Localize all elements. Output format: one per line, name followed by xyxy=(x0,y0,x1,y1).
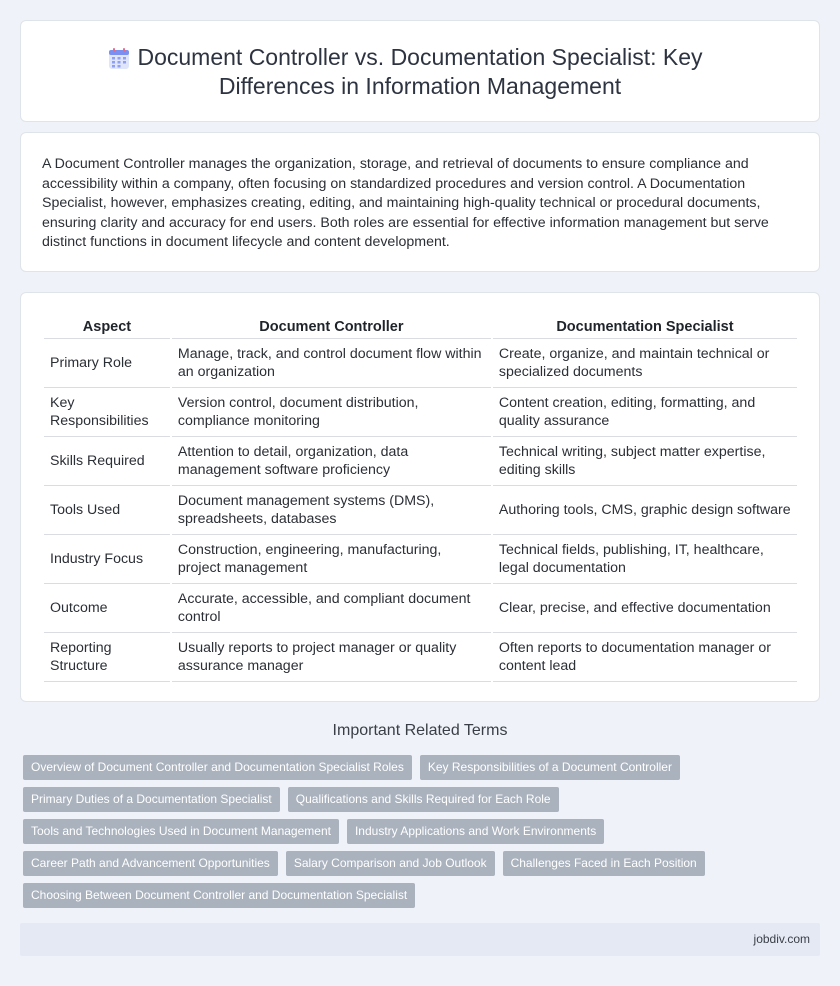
table-row xyxy=(44,339,797,388)
table-cell: Usually reports to project manager or quality assurance manager xyxy=(172,633,491,682)
table-cell: Create, organize, and maintain technical or specialized documents xyxy=(493,339,797,388)
table-cell: Outcome xyxy=(44,584,170,633)
related-term-link[interactable]: Choosing Between Document Controller and Documentation Specialist xyxy=(23,883,415,908)
table-cell: Document management systems (DMS), spreadsheets, databases xyxy=(172,486,491,535)
page-title-line-1: Document Controller vs. Documentation Specialist: Key xyxy=(137,44,703,70)
related-term-link[interactable]: Qualifications and Skills Required for Each Role xyxy=(288,787,559,812)
intro-card xyxy=(20,132,820,272)
related-terms-list xyxy=(23,755,783,908)
table-cell: Content creation, editing, formatting, and quality assurance xyxy=(493,388,797,437)
page-title-line-2: Differences in Information Management xyxy=(218,73,622,99)
footer-site-link[interactable]: jobdiv.com xyxy=(753,932,810,946)
related-terms-heading: Important Related Terms xyxy=(332,722,508,739)
table-cell: Construction, engineering, manufacturing, project management xyxy=(172,535,491,584)
table-cell: Technical writing, subject matter expertise, editing skills xyxy=(493,437,797,486)
comparison-card xyxy=(20,292,820,702)
related-term-link[interactable]: Salary Comparison and Job Outlook xyxy=(286,851,495,876)
related-term-link[interactable]: Career Path and Advancement Opportunities xyxy=(23,851,278,876)
table-cell: Reporting Structure xyxy=(44,633,170,682)
related-term-link[interactable]: Key Responsibilities of a Document Controller xyxy=(420,755,680,780)
table-row xyxy=(44,535,797,584)
column-header: Document Controller xyxy=(172,315,491,339)
related-term-link[interactable]: Industry Applications and Work Environments xyxy=(347,819,604,844)
table-cell: Version control, document distribution, compliance monitoring xyxy=(172,388,491,437)
table-cell: Key Responsibilities xyxy=(44,388,170,437)
table-cell: Often reports to documentation manager or content lead xyxy=(493,633,797,682)
related-term-link[interactable]: Primary Duties of a Documentation Specialist xyxy=(23,787,280,812)
header-card xyxy=(20,20,820,122)
table-cell: Industry Focus xyxy=(44,535,170,584)
table-cell: Manage, track, and control document flow within an organization xyxy=(172,339,491,388)
table-cell: Clear, precise, and effective documentation xyxy=(493,584,797,633)
page-title xyxy=(21,43,819,101)
table-cell: Attention to detail, organization, data management software proficiency xyxy=(172,437,491,486)
column-header: Aspect xyxy=(44,315,170,339)
table-row xyxy=(44,486,797,535)
related-term-link[interactable]: Tools and Technologies Used in Document Management xyxy=(23,819,339,844)
table-row xyxy=(44,388,797,437)
table-row xyxy=(44,633,797,682)
table-cell: Tools Used xyxy=(44,486,170,535)
table-cell: Primary Role xyxy=(44,339,170,388)
table-row xyxy=(44,437,797,486)
table-header-row xyxy=(44,315,797,339)
comparison-table xyxy=(42,315,799,682)
table-cell: Authoring tools, CMS, graphic design software xyxy=(493,486,797,535)
intro-paragraph: A Document Controller manages the organization, storage, and retrieval of documents to ensure compliance and accessibility within a company, often focusing on standardized procedures and version control. A Documentation Specialist, however, emphasizes creating, editing, and maintaining high-quality technical or procedural documents, ensuring clarity and accuracy for end users. Both roles are essential for effective information management but serve distinct functions in document lifecycle and content development. xyxy=(42,156,769,251)
table-cell: Technical fields, publishing, IT, healthcare, legal documentation xyxy=(493,535,797,584)
table-cell: Accurate, accessible, and compliant document control xyxy=(172,584,491,633)
table-row xyxy=(44,584,797,633)
footer xyxy=(20,923,820,956)
column-header: Documentation Specialist xyxy=(493,315,797,339)
related-term-link[interactable]: Challenges Faced in Each Position xyxy=(503,851,705,876)
table-cell: Skills Required xyxy=(44,437,170,486)
related-term-link[interactable]: Overview of Document Controller and Documentation Specialist Roles xyxy=(23,755,412,780)
